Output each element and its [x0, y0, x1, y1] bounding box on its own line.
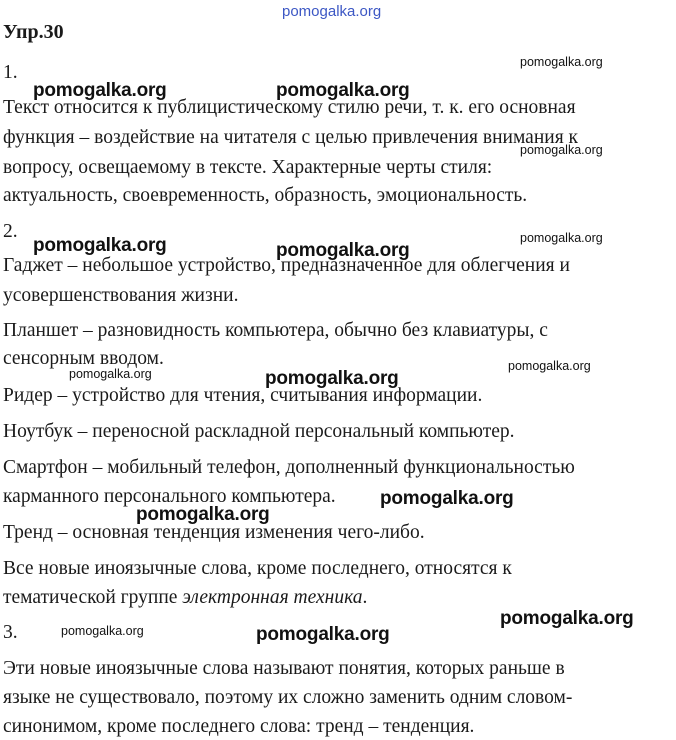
watermark: pomogalka.org	[33, 80, 167, 101]
section-2-line-5: Ридер – устройство для чтения, считывания информации.	[3, 385, 483, 406]
section-1-line-2: функция – воздействие на читателя с целью привлечения внимания к	[3, 127, 579, 148]
section-2-line-1: Гаджет – небольшое устройство, предназначенное для облегчения и	[3, 255, 570, 276]
watermark: pomogalka.org	[500, 608, 634, 629]
section-number-1: 1.	[3, 62, 18, 83]
section-3-line-2: языке не существовало, поэтому их сложно заменить одним словом-	[3, 687, 573, 708]
section-1-line-3: вопросу, освещаемому в тексте. Характерные черты стиля:	[3, 157, 493, 178]
watermark: pomogalka.org	[136, 504, 270, 525]
section-2-line-3: Планшет – разновидность компьютера, обычно без клавиатуры, с	[3, 320, 548, 341]
watermark: pomogalka.org	[69, 367, 152, 381]
section-2-line-2: усовершенствования жизни.	[3, 285, 239, 306]
emphasis-term: электронная техника	[182, 587, 363, 608]
watermark: pomogalka.org	[520, 143, 603, 157]
watermark: pomogalka.org	[276, 80, 410, 101]
section-number-3: 3.	[3, 622, 18, 643]
section-2-line-6: Ноутбук – переносной раскладной персональный компьютер.	[3, 421, 515, 442]
watermark: pomogalka.org	[265, 368, 399, 389]
section-1-line-4: актуальность, своевременность, образность, эмоциональность.	[3, 185, 528, 206]
section-1-line-1: Текст относится к публицистическому стилю речи, т. к. его основная	[3, 97, 576, 118]
watermark: pomogalka.org	[33, 235, 167, 256]
section-2-line-9: Тренд – основная тенденция изменения чего-либо.	[3, 522, 425, 543]
section-number-2: 2.	[3, 221, 18, 242]
section-2-line-10: Все новые иноязычные слова, кроме последнего, относятся к	[3, 558, 512, 579]
exercise-title: Упр.30	[3, 21, 64, 43]
section-2-line-7: Смартфон – мобильный телефон, дополненный функциональностью	[3, 457, 575, 478]
watermark-top: pomogalka.org	[282, 3, 382, 20]
watermark: pomogalka.org	[256, 624, 390, 645]
watermark: pomogalka.org	[380, 488, 514, 509]
watermark: pomogalka.org	[520, 55, 603, 69]
section-2-line-4: сенсорным вводом.	[3, 348, 164, 369]
watermark: pomogalka.org	[508, 359, 591, 373]
section-3-line-1: Эти новые иноязычные слова называют понятия, которых раньше в	[3, 658, 565, 679]
section-2-line-11: тематической группе электронная техника.	[3, 587, 368, 608]
watermark: pomogalka.org	[276, 240, 410, 261]
watermark: pomogalka.org	[61, 624, 144, 638]
section-2-line-8: карманного персонального компьютера.	[3, 486, 336, 507]
watermark: pomogalka.org	[520, 231, 603, 245]
section-3-line-3: синонимом, кроме последнего слова: тренд – тенденция.	[3, 716, 475, 737]
